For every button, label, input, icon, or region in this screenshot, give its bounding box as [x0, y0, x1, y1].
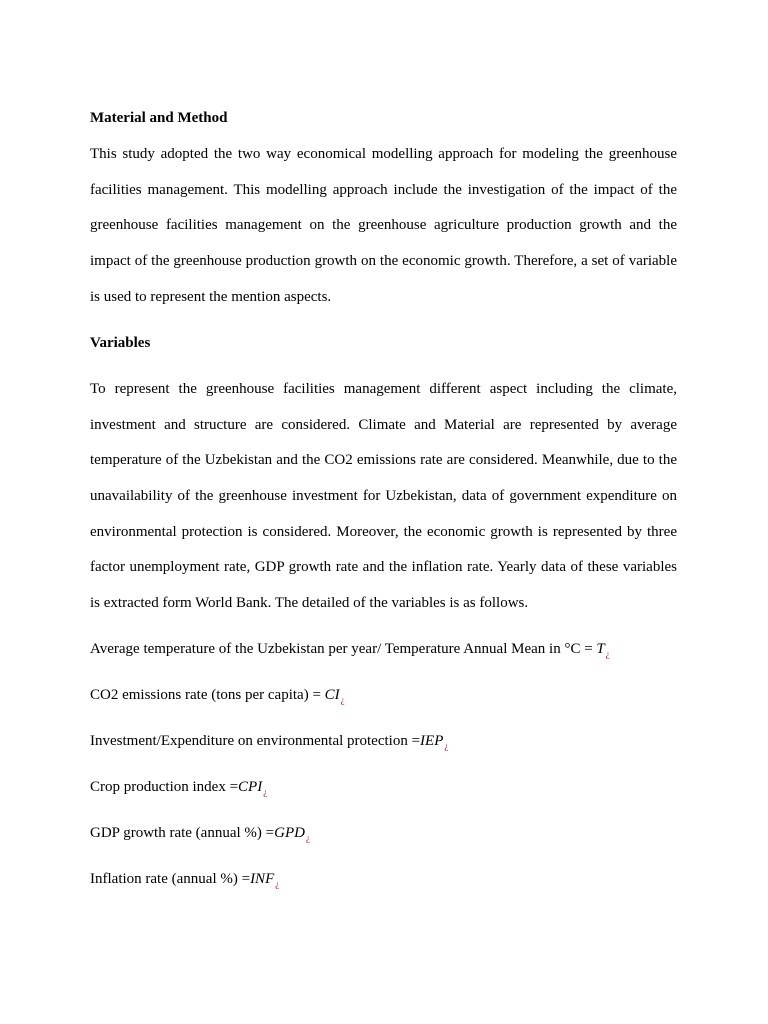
variable-definition-temperature [90, 640, 610, 659]
document-page [90, 0, 677, 1024]
variable-definition-crop-index [90, 778, 267, 797]
paragraph-line: factor unemployment rate, GDP growth rate and the inflation rate. Yearly data of these variables [90, 559, 677, 576]
paragraph-line: greenhouse facilities management on the greenhouse agriculture production growth and the [90, 217, 677, 234]
variable-definition-investment [90, 732, 448, 751]
paragraph-line: This study adopted the two way economical modelling approach for modeling the greenhouse [90, 146, 677, 162]
paragraph-line: investment and structure are considered. Climate and Material are represented by average [90, 416, 677, 433]
variable-definition-co2 [90, 686, 345, 705]
paragraph-line: temperature of the Uzbekistan and the CO2 emissions rate are considered. Meanwhile, due to the [90, 452, 677, 469]
variable-symbol: T [596, 641, 605, 657]
section-heading-material-method: Material and Method [90, 110, 228, 126]
variable-subscript: ¿ [444, 741, 449, 751]
variable-label: Inflation rate (annual %) = [90, 871, 251, 887]
variable-subscript: ¿ [263, 787, 268, 797]
variable-symbol: INF [250, 871, 275, 887]
paragraph-line: impact of the greenhouse production growth on the economic growth. Therefore, a set of variable [90, 253, 677, 270]
variable-symbol: CI [324, 687, 340, 703]
section-heading-variables: Variables [90, 335, 151, 351]
paragraph-line: environmental protection is considered. Moreover, the economic growth is represented by three [90, 523, 677, 540]
paragraph-line: is used to represent the mention aspects. [90, 288, 332, 305]
paragraph-line: facilities management. This modelling approach include the investigation of the impact of the [90, 181, 677, 198]
paragraph-material-method [90, 145, 677, 323]
variable-subscript: ¿ [275, 879, 280, 889]
variable-symbol: IEP [420, 733, 444, 749]
paragraph-line: unavailability of the greenhouse investment for Uzbekistan, data of government expenditure on [90, 488, 677, 505]
variable-label: Average temperature of the Uzbekistan per year/ Temperature Annual Mean in °C = [90, 641, 597, 657]
variable-symbol: GPD [274, 825, 305, 841]
variable-subscript: ¿ [305, 833, 310, 843]
variable-label: Crop production index = [90, 779, 239, 795]
variable-symbol: CPI [238, 779, 263, 795]
variable-definition-inflation [90, 870, 279, 889]
variable-definition-gdp [90, 824, 310, 843]
variable-label: Investment/Expenditure on environmental protection = [90, 733, 421, 749]
paragraph-line: is extracted form World Bank. The detailed of the variables is as follows. [90, 595, 529, 612]
paragraph-variables [90, 380, 677, 630]
variable-label: CO2 emissions rate (tons per capita) = [90, 687, 325, 703]
variable-subscript: ¿ [340, 695, 345, 705]
variable-subscript: ¿ [605, 649, 610, 659]
paragraph-line: To represent the greenhouse facilities management different aspect including the climate, [90, 381, 677, 397]
variable-label: GDP growth rate (annual %) = [90, 825, 275, 841]
